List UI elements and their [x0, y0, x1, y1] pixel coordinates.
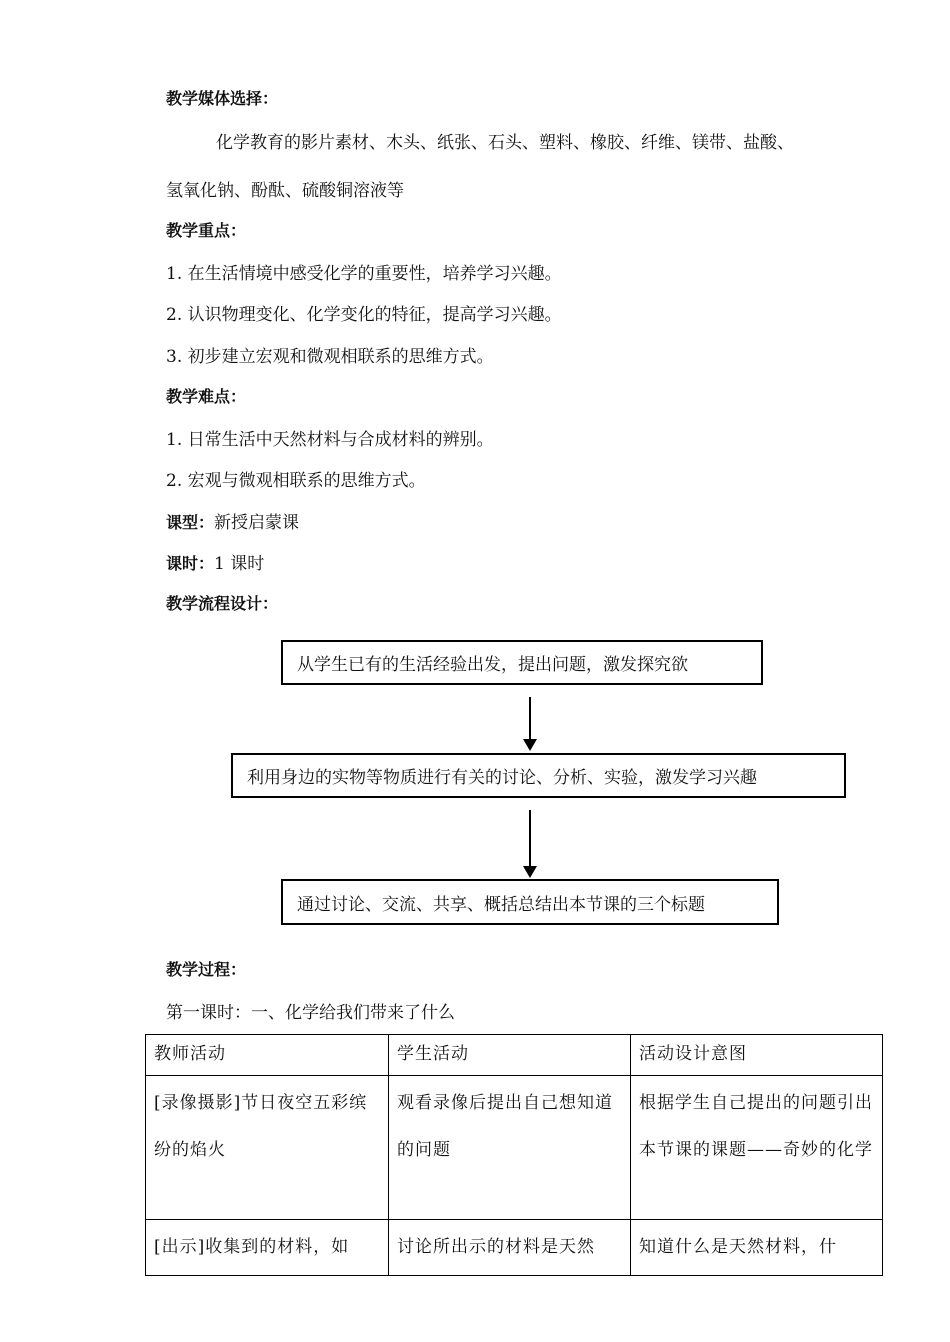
key-point-item: 3. 初步建立宏观和微观相联系的思维方式。	[166, 347, 494, 367]
lesson-type-label: 课型：	[166, 513, 215, 532]
lesson-time-label: 课时：	[166, 554, 215, 573]
flow-step-1: 从学生已有的生活经验出发，提出问题，激发探究欲	[281, 640, 763, 685]
table-row	[146, 1220, 883, 1276]
table-cell: 讨论所出示的材料是天然	[389, 1220, 631, 1276]
lesson-time-value: 1 课时	[214, 554, 265, 574]
lesson-type-value: 新授启蒙课	[214, 513, 300, 533]
process-heading: 教学过程：	[166, 960, 247, 979]
table-cell: 观看录像后提出自己想知道的问题	[389, 1076, 631, 1220]
difficulty-item: 1. 日常生活中天然材料与合成材料的辨别。	[166, 430, 494, 450]
flow-step-3: 通过讨论、交流、共享、概括总结出本节课的三个标题	[281, 879, 779, 925]
process-subtitle: 第一课时：一、化学给我们带来了什么	[166, 1003, 455, 1023]
col-header-intent: 活动设计意图	[631, 1035, 883, 1076]
media-line-1: 化学教育的影片素材、木头、纸张、石头、塑料、橡胶、纤维、镁带、盐酸、	[216, 133, 794, 153]
media-line-2: 氢氧化钠、酚酞、硫酸铜溶液等	[166, 181, 404, 201]
lesson-time	[166, 549, 264, 574]
lesson-type	[166, 508, 299, 533]
key-points-heading: 教学重点：	[166, 221, 247, 240]
process-table	[145, 1034, 883, 1276]
flow-step-2: 利用身边的实物等物质进行有关的讨论、分析、实验，激发学习兴趣	[231, 753, 846, 798]
difficulty-item: 2. 宏观与微观相联系的思维方式。	[166, 471, 426, 491]
key-point-item: 1. 在生活情境中感受化学的重要性，培养学习兴趣。	[166, 264, 562, 284]
flow-arrow-2	[529, 810, 531, 876]
flow-arrow-1	[529, 697, 531, 749]
flow-heading: 教学流程设计：	[166, 594, 279, 613]
media-heading: 教学媒体选择：	[166, 89, 279, 108]
table-cell: [录像摄影]节日夜空五彩缤纷的焰火	[146, 1076, 389, 1220]
table-row	[146, 1076, 883, 1220]
table-cell: [出示]收集到的材料，如	[146, 1220, 389, 1276]
table-cell: 根据学生自己提出的问题引出本节课的课题——奇妙的化学	[631, 1076, 883, 1220]
key-point-item: 2. 认识物理变化、化学变化的特征，提高学习兴趣。	[166, 305, 562, 325]
difficulties-heading: 教学难点：	[166, 387, 247, 406]
col-header-teacher: 教师活动	[146, 1035, 389, 1076]
table-header-row	[146, 1035, 883, 1076]
table-cell: 知道什么是天然材料，什	[631, 1220, 883, 1276]
col-header-student: 学生活动	[389, 1035, 631, 1076]
